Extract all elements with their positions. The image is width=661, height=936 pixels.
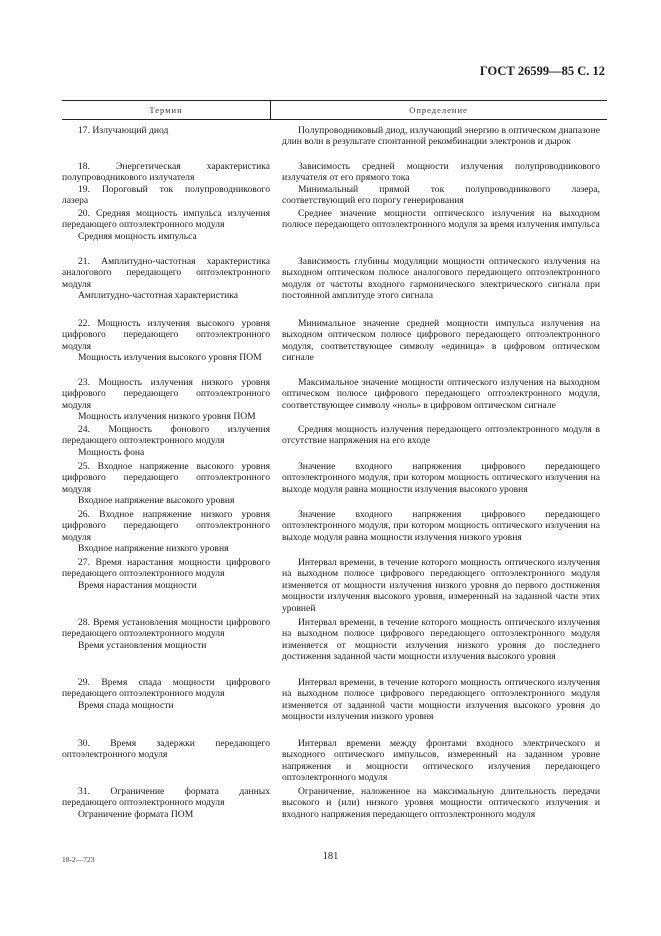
table-header bbox=[62, 101, 607, 119]
definition-25-text: Значение входного напряжения цифрового передающего оптоэлектронного модуля, при котором мощность оптического излучения на выходе модуля равна мощности излучения высокого уровня bbox=[282, 461, 600, 495]
definition-17 bbox=[282, 125, 600, 148]
definition-21 bbox=[282, 256, 600, 302]
term-22-short: Мощность излучения высокого уровня ПОМ bbox=[78, 352, 262, 364]
term-18 bbox=[62, 161, 270, 184]
term-23 bbox=[62, 377, 270, 423]
definition-21-text: Зависимость глубины модуляции мощности оптического излучения на выходном оптическом полюсе аналогового передающего оптоэлектронного модуля от частоты входного гармонического электрического сигнала при постоянной амплитуде этого сигнала bbox=[282, 256, 600, 302]
definition-31-text: Ограничение, наложенное на максимальную длительность передачи высокого и (или) низкого уровня мощности оптического излучения и входного напряжения передающего оптоэлектронного модуля bbox=[282, 786, 600, 820]
definition-31 bbox=[282, 786, 600, 820]
term-28-short: Время установления мощности bbox=[78, 639, 207, 651]
term-21-title: 21. Амплитудно-частотная характеристика аналогового передающего оптоэлектронного модуля bbox=[62, 256, 270, 290]
term-24-short: Мощность фона bbox=[78, 446, 145, 458]
definition-22 bbox=[282, 318, 600, 364]
term-31 bbox=[62, 786, 270, 820]
term-28-title: 28. Время установления мощности цифрового передающего оптоэлектронного модуля bbox=[62, 617, 270, 640]
definition-29 bbox=[282, 677, 600, 723]
term-20-short: Средняя мощность импульса bbox=[78, 230, 197, 242]
term-21-short: Амплитудно-частотная характеристика bbox=[78, 290, 239, 302]
term-17 bbox=[62, 125, 270, 136]
definition-24 bbox=[282, 424, 600, 447]
definition-18 bbox=[282, 161, 600, 184]
term-29-short: Время спада мощности bbox=[78, 699, 174, 711]
definition-18-text: Зависимость средней мощности излучения полупроводникового излучателя от его прямого тока bbox=[282, 161, 600, 184]
term-27-title: 27. Время нарастания мощности цифрового передающего оптоэлектронного модуля bbox=[62, 557, 270, 580]
term-24 bbox=[62, 424, 270, 458]
definition-23 bbox=[282, 377, 600, 411]
column-header-definition: Определение bbox=[409, 105, 468, 115]
term-26 bbox=[62, 509, 270, 555]
term-23-title: 23. Мощность излучения низкого уровня цифрового передающего оптоэлектронного модуля bbox=[62, 377, 270, 411]
definition-24-text: Средняя мощность излучения передающего оптоэлектронного модуля в отсутствие напряжения на его входе bbox=[282, 424, 600, 447]
term-24-title: 24. Мощность фонового излучения передающего оптоэлектронного модуля bbox=[62, 424, 270, 447]
term-20 bbox=[62, 208, 270, 242]
definition-28 bbox=[282, 617, 600, 663]
term-25-short: Входное напряжение высокого уровня bbox=[78, 495, 235, 507]
term-29-title: 29. Время спада мощности цифрового передающего оптоэлектронного модуля bbox=[62, 677, 270, 700]
print-code: 18-2—723 bbox=[62, 855, 95, 864]
term-25 bbox=[62, 461, 270, 507]
term-29 bbox=[62, 677, 270, 711]
term-25-title: 25. Входное напряжение высокого уровня цифрового передающего оптоэлектронного модуля bbox=[62, 461, 270, 495]
definition-28-text: Интервал времени, в течение которого мощность оптического излучения на выходном полюсе цифрового передающего оптоэлектронного модуля изменяется от мощности излучения низкого уровня до последнего достижения заданной части мощности излучения высокого уровня bbox=[282, 617, 600, 663]
term-30 bbox=[62, 738, 270, 761]
column-header-term: Термин bbox=[149, 105, 183, 115]
standard-header: ГОСТ 26599—85 С. 12 bbox=[479, 64, 605, 78]
term-26-title: 26. Входное напряжение низкого уровня цифрового передающего оптоэлектронного модуля bbox=[62, 509, 270, 543]
term-21 bbox=[62, 256, 270, 302]
definition-30 bbox=[282, 738, 600, 784]
term-30-title: 30. Время задержки передающего оптоэлектронного модуля bbox=[62, 738, 270, 761]
table-header-rule bbox=[62, 119, 607, 120]
definition-19 bbox=[282, 184, 600, 207]
term-31-title: 31. Ограничение формата данных передающего оптоэлектронного модуля bbox=[62, 786, 270, 809]
definition-20-text: Среднее значение мощности оптического излучения на выходном полюсе передающего оптоэлектронного модуля за время излучения импульса bbox=[282, 208, 600, 231]
term-27-short: Время нарастания мощности bbox=[78, 579, 197, 591]
definition-25 bbox=[282, 461, 600, 495]
definition-29-text: Интервал времени, в течение которого мощность оптического излучения на выходном полюсе цифрового передающего оптоэлектронного модуля изменяется от заданной части мощности излучения высокого уровня до мощности излучения низкого уровня bbox=[282, 677, 600, 723]
definition-23-text: Максимальное значение мощности оптического излучения на выходном оптическом полюсе цифрового передающего оптоэлектронного модуля, соответствующее символу «ноль» в цифровом оптическом сигнале bbox=[282, 377, 600, 411]
term-17-title: 17. Излучающий диод bbox=[78, 125, 169, 136]
definition-26-text: Значение входного напряжения цифрового передающего оптоэлектронного модуля, при котором мощность оптического излучения на выходе модуля равна мощности излучения низкого уровня bbox=[282, 509, 600, 543]
term-27 bbox=[62, 557, 270, 591]
term-22 bbox=[62, 318, 270, 364]
term-19-title: 19. Пороговый ток полупроводникового лазера bbox=[62, 184, 270, 207]
definition-19-text: Минимальный прямой ток полупроводникового лазера, соответствующий его порогу генерирования bbox=[282, 184, 600, 207]
definition-27-text: Интервал времени, в течение которого мощность оптического излучения на выходном полюсе цифрового передающего оптоэлектронного модуля изменяется от мощности излучения низкого уровня до первого достижения мощности излучения высокого уровня, измеренный на заданной части этих уровней bbox=[282, 557, 600, 614]
term-18-title: 18. Энергетическая характеристика полупроводникового излучателя bbox=[62, 161, 270, 184]
definition-22-text: Минимальное значение средней мощности импульса излучения на выходном оптическом полюсе цифрового передающего оптоэлектронного модуля, соответствующее символу «единица» в цифровом оптическом сигнале bbox=[282, 318, 600, 364]
term-20-title: 20. Средняя мощность импульса излучения передающего оптоэлектронного модуля bbox=[62, 208, 270, 231]
term-26-short: Входное напряжение низкого уровня bbox=[78, 543, 229, 555]
page-number: 181 bbox=[322, 851, 339, 862]
term-31-short: Ограничение формата ПОМ bbox=[78, 808, 194, 820]
definition-27 bbox=[282, 557, 600, 614]
definition-30-text: Интервал времени между фронтами входного электрического и выходного оптического импульсов, измеренный на заданном уровне напряжения и мощности оптического излучения передающего оптоэлектронного модуля bbox=[282, 738, 600, 784]
term-28 bbox=[62, 617, 270, 651]
definition-17-text: Полупроводниковый диод, излучающий энергию в оптическом диапазоне длин волн в результате спонтанной рекомбинации электронов и дырок bbox=[282, 125, 600, 148]
term-23-short: Мощность излучения низкого уровня ПОМ bbox=[78, 411, 256, 423]
definition-26 bbox=[282, 509, 600, 543]
term-22-title: 22. Мощность излучения высокого уровня цифрового передающего оптоэлектронного модуля bbox=[62, 318, 270, 352]
definition-20 bbox=[282, 208, 600, 231]
term-19 bbox=[62, 184, 270, 207]
